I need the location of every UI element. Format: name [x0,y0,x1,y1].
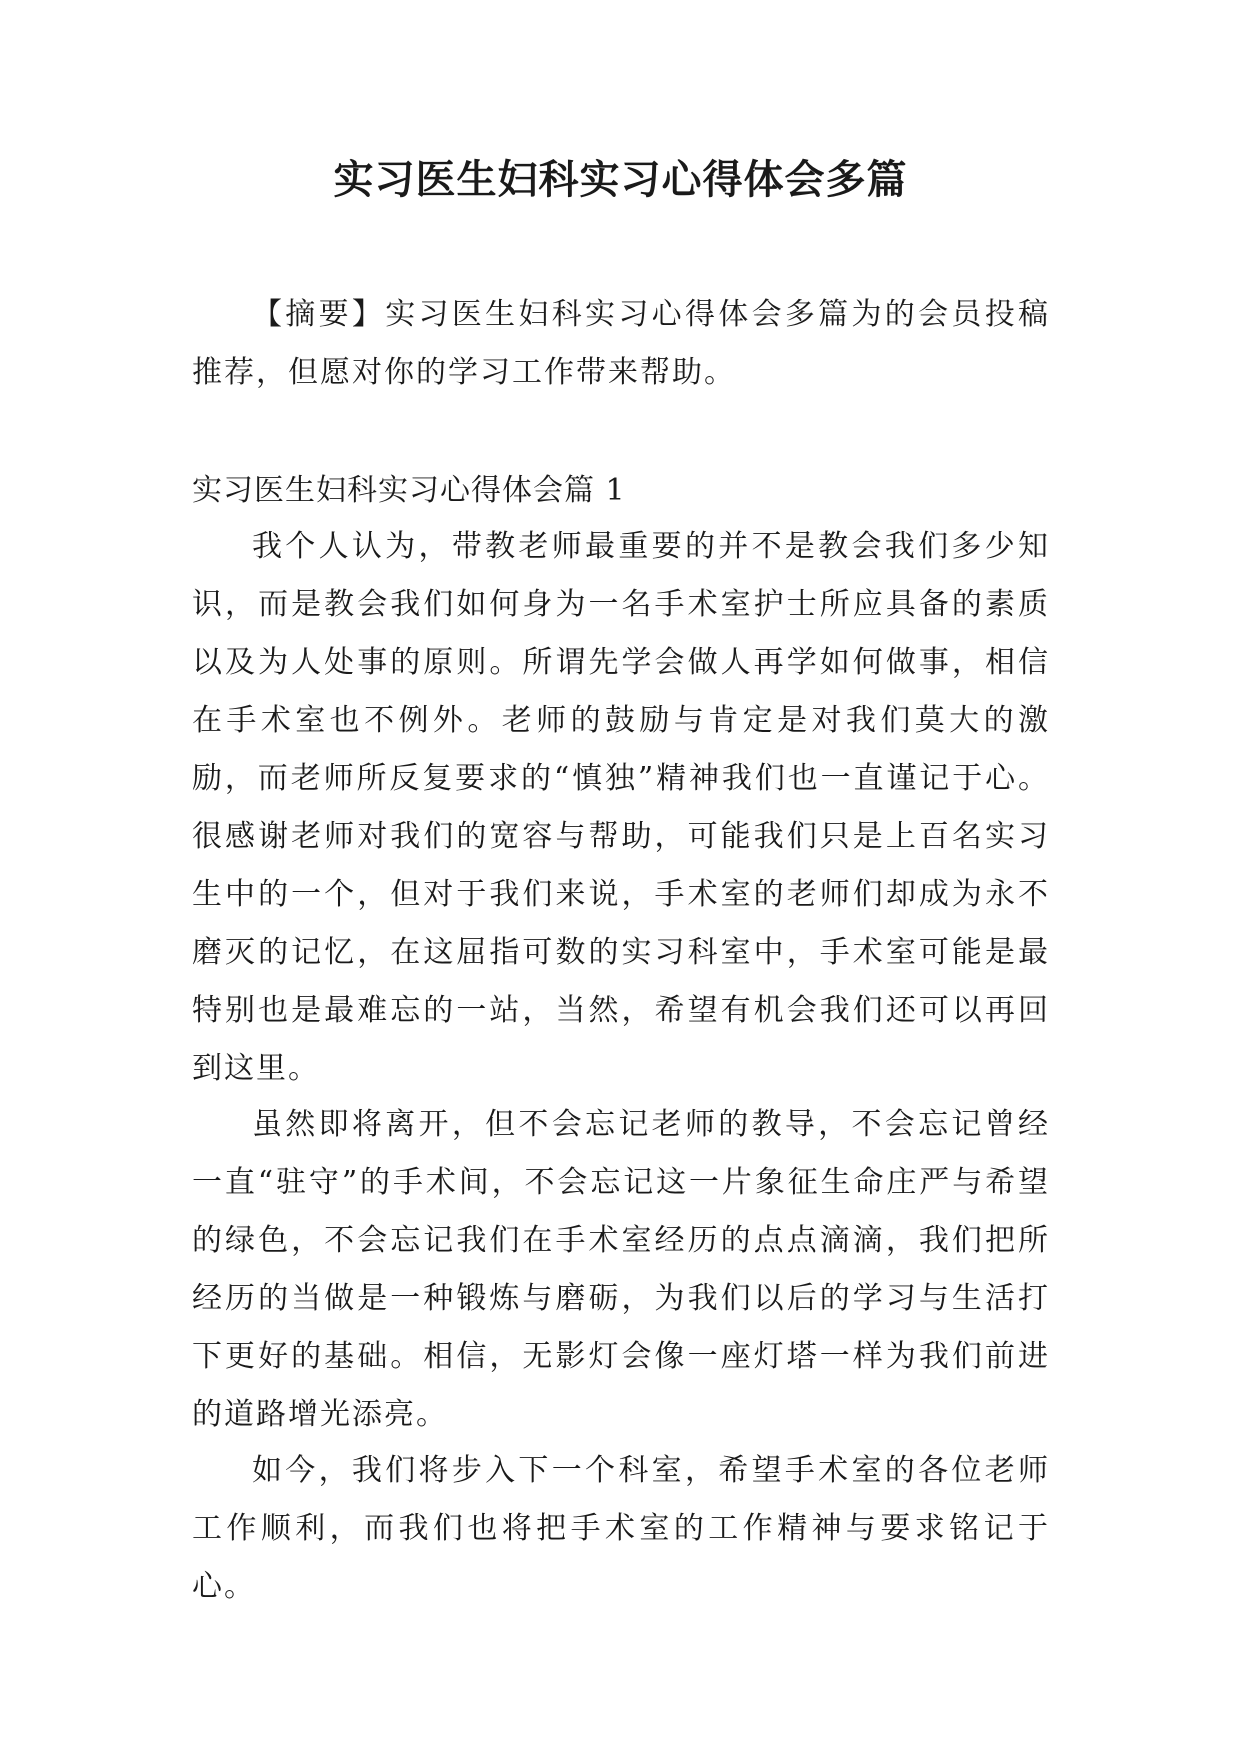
body-paragraph-2: 虽然即将离开，但不会忘记老师的教导，不会忘记曾经一直“驻守”的手术间，不会忘记这一片象征生命庄严与希望的绿色，不会忘记我们在手术室经历的点点滴滴，我们把所经历的当做是一种锻炼与磨砺，为我们以后的学习与生活打下更好的基础。相信，无影灯会像一座灯塔一样为我们前进的道路增光添亮。 [192,1107,1050,1432]
body-paragraph-3: 如今，我们将步入下一个科室，希望手术室的各位老师工作顺利，而我们也将把手术室的工作精神与要求铭记于心。 [192,1453,1050,1604]
section-heading: 实习医生妇科实习心得体会篇 1 [192,473,626,508]
abstract-paragraph: 【摘要】实习医生妇科实习心得体会多篇为的会员投稿推荐，但愿对你的学习工作带来帮助。 [192,297,1050,390]
document-title: 实习医生妇科实习心得体会多篇 [333,157,908,203]
body-paragraph-1: 我个人认为，带教老师最重要的并不是教会我们多少知识，而是教会我们如何身为一名手术室护士所应具备的素质以及为人处事的原则。所谓先学会做人再学如何做事，相信在手术室也不例外。老师的鼓励与肯定是对我们莫大的激励，而老师所反复要求的“慎独”精神我们也一直谨记于心。很感谢老师对我们的宽容与帮助，可能我们只是上百名实习生中的一个，但对于我们来说，手术室的老师们却成为永不磨灭的记忆，在这屈指可数的实习科室中，手术室可能是最特别也是最难忘的一站，当然，希望有机会我们还可以再回到这里。 [192,529,1050,1086]
